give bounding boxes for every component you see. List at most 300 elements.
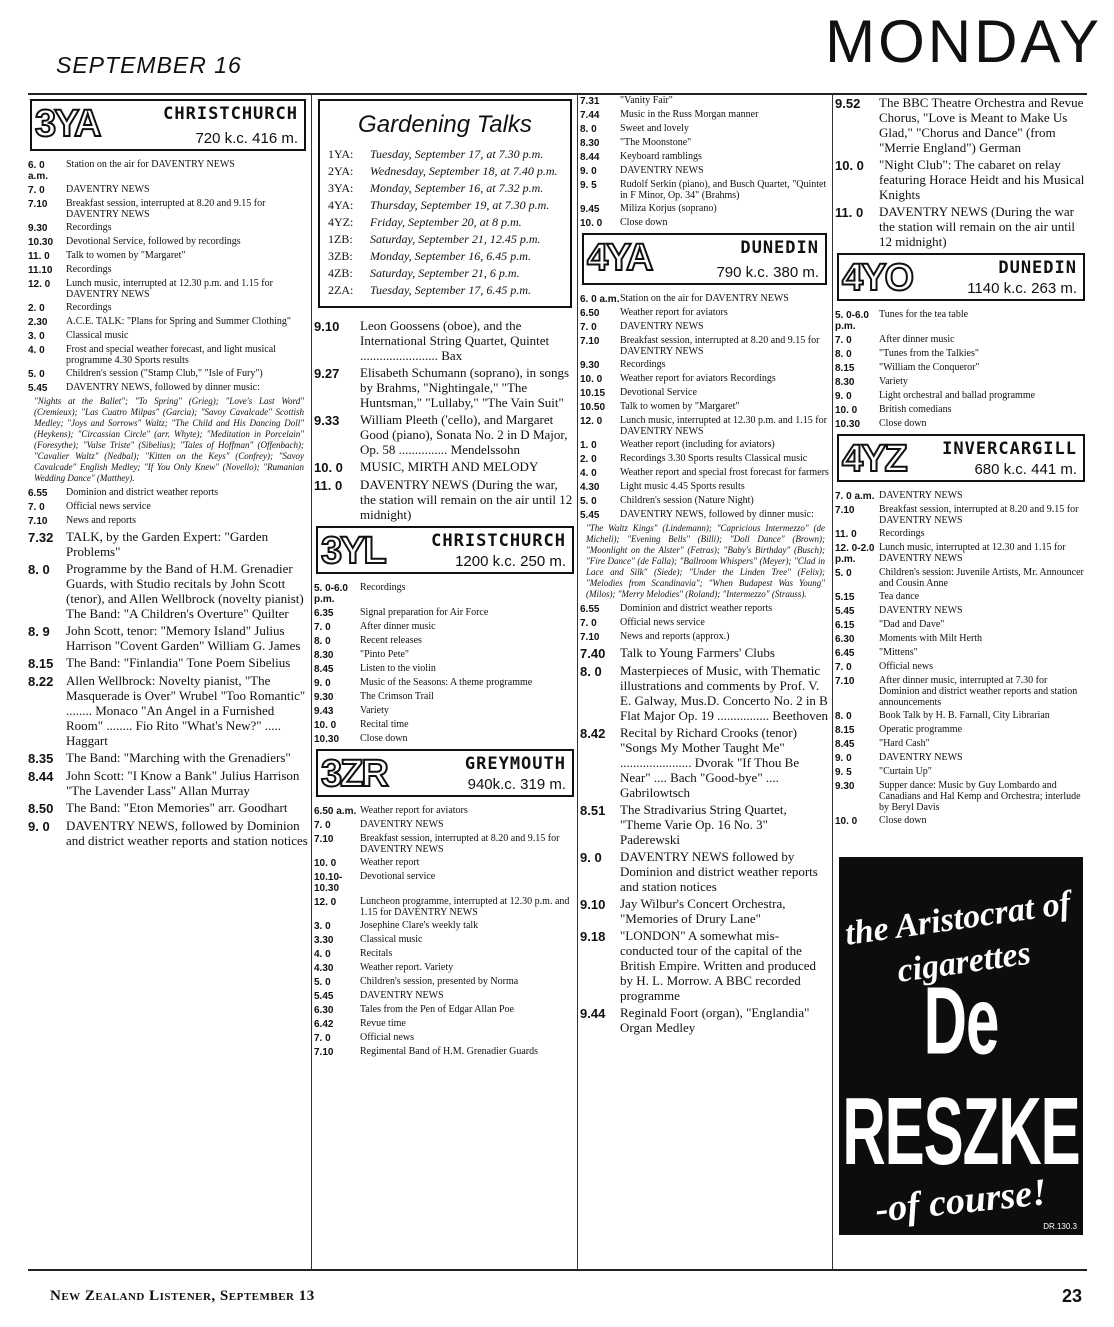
schedule-item	[580, 359, 829, 371]
schedule-item	[835, 348, 1087, 360]
schedule-item	[580, 387, 829, 399]
schedule-description: Allen Wellbrock: Novelty pianist, "The Masquerade is Over" Wrubel "Too Romantic" ........ Monaco "An Angel in a Furnished Room" ........ Fio Rito "What's New?" ..... Haggart	[66, 673, 306, 748]
schedule-item	[580, 439, 829, 451]
schedule-description: Official news	[879, 661, 933, 672]
schedule-time: 9.30	[314, 692, 334, 703]
schedule-description: Children's session, presented by Norma	[360, 976, 519, 987]
schedule-item	[580, 1005, 829, 1035]
schedule-time: 9. 0	[835, 391, 852, 402]
schedule-item	[314, 607, 576, 619]
schedule-item	[580, 453, 829, 465]
gardening-talk-time: Saturday, September 21, 12.45 p.m.	[370, 232, 541, 246]
schedule-item	[580, 481, 829, 493]
schedule-description: "The Moonstone"	[620, 137, 692, 148]
schedule-description: "Curtain Up"	[879, 766, 932, 777]
schedule-description: Devotional service	[360, 871, 436, 882]
schedule-time: 11.10	[28, 265, 53, 276]
station-frequency: 1200 k.c. 250 m.	[455, 553, 566, 570]
schedule-time: 7.32	[28, 530, 54, 545]
schedule-time: 6.30	[314, 1005, 334, 1016]
schedule-time: 10. 0	[580, 218, 603, 229]
dinner-music-list: "The Waltz Kings" (Lindemann); "Capricious Intermezzo" (de Micheli); "Evening Bells" (Billi); "Doll Dance" (Brown); "Moonlight on the Alster" (Fetras); "Baby's Birthday" (Busch); "Fire Dance" (de Falla); "Ballroom Whispers" (Meyer); "Clad in Lace and Silk" (Siede); "Under the Linden Tree" (Felix); "Melodies from Scandinavia"; "When Budapest Was Young" (Milos); "Merry Melodies" (Roland); "Intermezzo" (Strauss).	[586, 523, 825, 599]
cigarette-advertisement	[839, 857, 1083, 1235]
schedule-item	[580, 307, 829, 319]
schedule-time: 4.30	[314, 963, 334, 974]
schedule-time: 8.22	[28, 674, 54, 689]
schedule-time: 6.55	[580, 604, 600, 615]
schedule-time: 4.30	[580, 482, 600, 493]
schedule-item	[580, 495, 829, 507]
gardening-talk-entry	[328, 215, 562, 230]
schedule-item	[835, 542, 1087, 565]
schedule-item	[28, 800, 308, 816]
schedule-item	[835, 752, 1087, 764]
schedule-description: Tea dance	[879, 591, 920, 602]
schedule-description: Talk to Young Farmers' Clubs	[620, 645, 775, 660]
schedule-time: 9. 0	[314, 678, 331, 689]
schedule-list	[314, 805, 576, 1058]
schedule-item	[314, 477, 576, 522]
gardening-talk-time: Wednesday, September 18, at 7.40 p.m.	[370, 164, 558, 178]
schedule-description: After dinner music	[879, 334, 955, 345]
schedule-item	[580, 109, 829, 121]
schedule-item	[314, 1004, 576, 1016]
schedule-item	[835, 591, 1087, 603]
schedule-time: 8.15	[28, 656, 54, 671]
schedule-time: 8. 0	[580, 124, 597, 135]
schedule-description: Weather report. Variety	[360, 962, 454, 973]
schedule-description: Recital time	[360, 719, 409, 730]
schedule-item	[28, 655, 308, 671]
schedule-item	[314, 857, 576, 869]
schedule-item	[580, 603, 829, 615]
schedule-time: 6.35	[314, 608, 334, 619]
schedule-item	[580, 151, 829, 163]
schedule-description: DAVENTRY NEWS followed by Dominion and district weather reports and station notices	[620, 849, 818, 894]
ad-brand: De RESZKE	[842, 967, 1080, 1185]
schedule-time: 5.45	[314, 991, 334, 1002]
schedule-description: DAVENTRY NEWS	[879, 605, 963, 616]
schedule-description: Lunch music, interrupted at 12.30 p.m. and 1.15 for DAVENTRY NEWS	[620, 415, 827, 437]
schedule-description: News and reports	[66, 515, 136, 526]
schedule-time: 10. 0	[835, 405, 858, 416]
schedule-time: 10. 0	[835, 816, 858, 827]
schedule-description: Signal preparation for Air Force	[360, 607, 489, 618]
schedule-item	[580, 928, 829, 1003]
schedule-item	[580, 373, 829, 385]
schedule-time: 10.30	[835, 419, 861, 430]
gardening-talk-station: 3ZB:	[328, 249, 353, 263]
column-1	[28, 95, 308, 1269]
schedule-description: Recordings	[620, 359, 666, 370]
schedule-description: Breakfast session, interrupted at 8.20 and 9.15 for DAVENTRY NEWS	[879, 504, 1079, 526]
gardening-talk-time: Friday, September 20, at 8 p.m.	[370, 215, 522, 229]
schedule-time: 7.10	[314, 834, 334, 845]
schedule-description: John Scott, tenor: "Memory Island" Julius Harrison "Covent Garden" William G. James	[66, 623, 301, 653]
schedule-description: Weather report and special frost forecast for farmers	[620, 467, 829, 478]
column-divider	[577, 95, 578, 1269]
schedule-time: 8. 0	[314, 636, 331, 647]
schedule-time: 7.44	[580, 110, 600, 121]
gardening-talk-entry	[328, 232, 562, 247]
schedule-item	[580, 849, 829, 894]
schedule-item	[580, 293, 829, 305]
schedule-item	[28, 623, 308, 653]
schedule-list	[580, 293, 829, 521]
schedule-time: 10.30	[28, 237, 54, 248]
schedule-description: News and reports (approx.)	[620, 631, 730, 642]
schedule-item	[28, 250, 308, 262]
schedule-description: Breakfast session, interrupted at 8.20 and 9.15 for DAVENTRY NEWS	[360, 833, 560, 855]
schedule-item	[314, 719, 576, 731]
schedule-item	[580, 203, 829, 215]
schedule-item	[835, 390, 1087, 402]
schedule-time: 9.10	[580, 897, 606, 912]
schedule-description: Official news	[360, 1032, 414, 1043]
schedule-description: Light music 4.45 Sports results	[620, 481, 745, 492]
column-divider	[311, 95, 312, 1269]
schedule-item	[835, 567, 1087, 589]
schedule-description: Recordings	[360, 582, 406, 593]
schedule-description: Recordings	[66, 222, 112, 233]
schedule-description: Official news service	[66, 501, 151, 512]
schedule-description: DAVENTRY NEWS	[360, 819, 444, 830]
page-number: 23	[1061, 1286, 1082, 1306]
schedule-time: 6. 0 a.m.	[580, 294, 620, 305]
schedule-item	[314, 920, 576, 932]
schedule-description: Close down	[879, 815, 927, 826]
schedule-item	[314, 582, 576, 605]
schedule-time: 8.45	[835, 739, 855, 750]
station-logo: 4YO	[842, 257, 913, 299]
schedule-item	[314, 1046, 576, 1058]
station-frequency: 1140 k.c. 263 m.	[967, 280, 1077, 297]
schedule-item	[835, 675, 1087, 708]
schedule-item	[835, 404, 1087, 416]
schedule-item	[314, 663, 576, 675]
schedule-description: Elisabeth Schumann (soprano), in songs by Brahms, "Nightingale," "The Huntsman," "Lullaby," "The Vain Suit"	[360, 365, 570, 410]
station-header-4ya	[582, 233, 827, 285]
schedule-time: 12. 0	[580, 416, 603, 427]
schedule-item	[28, 344, 308, 366]
schedule-time: 9.10	[314, 319, 340, 334]
schedule-item	[580, 95, 829, 107]
schedule-description: Regimental Band of H.M. Grenadier Guards	[360, 1046, 539, 1057]
schedule-list	[314, 582, 576, 745]
schedule-time: 8.42	[580, 726, 606, 741]
schedule-time: 10.30	[314, 734, 340, 745]
schedule-item	[28, 382, 308, 394]
schedule-time: 6.50 a.m.	[314, 806, 357, 817]
station-logo: 3YA	[35, 103, 100, 145]
schedule-description: Lunch music, interrupted at 12.30 and 1.15 for DAVENTRY NEWS	[879, 542, 1066, 564]
station-frequency: 790 k.c. 380 m.	[716, 264, 819, 281]
schedule-time: 11. 0	[835, 529, 857, 540]
schedule-time: 2. 0	[580, 454, 597, 465]
schedule-item	[580, 509, 829, 521]
schedule-time: 9.30	[580, 360, 600, 371]
station-frequency: 680 k.c. 441 m.	[974, 461, 1077, 478]
schedule-description: DAVENTRY NEWS	[879, 752, 963, 763]
schedule-time: 4. 0	[314, 949, 331, 960]
schedule-description: Talk to women by "Margaret"	[620, 401, 740, 412]
schedule-time: 9. 5	[580, 180, 597, 191]
station-header-3ya	[30, 99, 306, 151]
schedule-item	[580, 467, 829, 479]
schedule-description: Station on the air for DAVENTRY NEWS	[66, 159, 235, 170]
schedule-description: Tales from the Pen of Edgar Allan Poe	[360, 1004, 514, 1015]
schedule-description: After dinner music	[360, 621, 436, 632]
schedule-description: Tunes for the tea table	[879, 309, 969, 320]
schedule-time: 5.45	[580, 510, 600, 521]
schedule-description: DAVENTRY NEWS	[360, 990, 444, 1001]
schedule-time: 7. 0	[835, 662, 852, 673]
schedule-time: 3.30	[314, 935, 334, 946]
gardening-talk-entry	[328, 147, 562, 162]
schedule-item	[835, 724, 1087, 736]
ad-code: DR.130.3	[1043, 1222, 1077, 1231]
schedule-description: Music of the Seasons: A theme programme	[360, 677, 533, 688]
schedule-item	[580, 725, 829, 800]
gardening-talk-entry	[328, 249, 562, 264]
schedule-time: 10. 0	[835, 158, 864, 173]
schedule-time: 12. 0	[28, 279, 51, 290]
schedule-item	[835, 661, 1087, 673]
schedule-description: Moments with Milt Herth	[879, 633, 983, 644]
schedule-list	[835, 490, 1087, 827]
gardening-talk-station: 4ZB:	[328, 266, 353, 280]
gardening-talk-station: 2ZA:	[328, 283, 354, 297]
ad-slogan: -of course!	[873, 1171, 1049, 1231]
schedule-time: 5. 0-6.0 p.m.	[835, 310, 869, 332]
gardening-talks-box	[318, 99, 572, 308]
schedule-item	[835, 647, 1087, 659]
schedule-list-evening	[314, 318, 576, 522]
schedule-description: Official news service	[620, 617, 705, 628]
schedule-item	[314, 649, 576, 661]
schedule-time: 7.31	[580, 96, 600, 107]
schedule-item	[28, 316, 308, 328]
schedule-item	[835, 490, 1087, 502]
schedule-item	[314, 990, 576, 1002]
schedule-time: 6. 0 a.m.	[28, 160, 49, 182]
schedule-item	[28, 673, 308, 748]
page-day-title: MONDAY	[825, 8, 1102, 75]
schedule-item	[314, 833, 576, 855]
schedule-description: Masterpieces of Music, with Thematic illustrations and comments by Prof. V. E. Galway, Mus.D. Concerto No. 2 in B Flat Major Op. 19 ................ Beethoven	[620, 663, 828, 723]
schedule-item	[28, 278, 308, 300]
schedule-time: 4. 0	[28, 345, 45, 356]
schedule-item	[580, 321, 829, 333]
schedule-item	[28, 302, 308, 314]
schedule-description: Keyboard ramblings	[620, 151, 702, 162]
schedule-description: The BBC Theatre Orchestra and Revue Chorus, "Love is Meant to Make Us Glad," "Chorus and Dance" (from "Merrie England") German	[879, 95, 1084, 155]
gardening-talks-list	[328, 147, 562, 298]
schedule-description: Sweet and lovely	[620, 123, 689, 134]
schedule-description: The Band: "Finlandia" Tone Poem Sibelius	[66, 655, 291, 670]
station-header-4yo	[837, 253, 1085, 301]
schedule-item	[580, 645, 829, 661]
schedule-item	[314, 635, 576, 647]
schedule-description: Listen to the violin	[360, 663, 436, 674]
schedule-item	[835, 362, 1087, 374]
schedule-item	[580, 617, 829, 629]
schedule-time: 7. 0	[28, 185, 45, 196]
column-4	[835, 95, 1087, 1269]
schedule-time: 5. 0-6.0 p.m.	[314, 583, 348, 605]
schedule-item	[28, 750, 308, 766]
station-logo: 4YA	[587, 237, 652, 279]
schedule-item	[835, 418, 1087, 430]
schedule-time: 10.10-10.30	[314, 872, 343, 894]
schedule-description: "Pinto Pete"	[360, 649, 409, 660]
schedule-description: Supper dance: Music by Guy Lombardo and Canadians and Hal Kemp and Orchestra; interlude by Beryl Davis	[879, 780, 1081, 813]
schedule-description: Rudolf Serkin (piano), and Busch Quartet, "Quintet in F Minor, Op. 34" (Brahms)	[620, 179, 827, 201]
schedule-time: 8.35	[28, 751, 54, 766]
schedule-time: 8. 0	[580, 664, 602, 679]
schedule-description: DAVENTRY NEWS (During the war the station will remain on the air until 12 midnight)	[879, 204, 1076, 249]
ad-tagline: the Aristocrat of cigarettes	[842, 884, 1073, 990]
schedule-description: Recordings 3.30 Sports results Classical music	[620, 453, 808, 464]
schedule-item	[28, 198, 308, 220]
schedule-description: Lunch music, interrupted at 12.30 p.m. and 1.15 for DAVENTRY NEWS	[66, 278, 273, 300]
schedule-description: A.C.E. TALK: "Plans for Spring and Summer Clothing"	[66, 316, 291, 327]
schedule-description: Luncheon programme, interrupted at 12.30 p.m. and 1.15 for DAVENTRY NEWS	[360, 896, 570, 918]
schedule-description: "Night Club": The cabaret on relay featuring Horace Heidt and his Musical Knights	[879, 157, 1085, 202]
schedule-time: 6.15	[835, 620, 855, 631]
schedule-item	[835, 738, 1087, 750]
schedule-list	[835, 309, 1087, 430]
schedule-time: 8.45	[314, 664, 334, 675]
schedule-item	[314, 962, 576, 974]
schedule-time: 7. 0 a.m.	[835, 491, 875, 502]
schedule-time: 3. 0	[314, 921, 331, 932]
schedule-time: 9.43	[314, 706, 334, 717]
schedule-time: 9. 0	[835, 753, 852, 764]
schedule-description: Book Talk by H. B. Farnall, City Librarian	[879, 710, 1050, 721]
schedule-description: DAVENTRY NEWS	[879, 490, 963, 501]
station-header-3yl	[316, 526, 574, 574]
schedule-item	[580, 631, 829, 643]
schedule-time: 8.44	[580, 152, 600, 163]
schedule-list	[28, 487, 308, 527]
schedule-time: 7. 0	[580, 322, 597, 333]
schedule-time: 5. 0	[580, 496, 597, 507]
footer-publication: New Zealand Listener, September 13	[50, 1288, 315, 1304]
schedule-time: 9.45	[580, 204, 600, 215]
schedule-time: 5.15	[835, 592, 855, 603]
schedule-description: Close down	[879, 418, 927, 429]
station-header-4yz	[837, 434, 1085, 482]
schedule-description: John Scott: "I Know a Bank" Julius Harrison "The Lavender Lass" Allan Murray	[66, 768, 300, 798]
schedule-item	[314, 1032, 576, 1044]
schedule-time: 6.50	[580, 308, 600, 319]
schedule-list	[580, 603, 829, 643]
gardening-talk-entry	[328, 266, 562, 281]
schedule-item	[28, 159, 308, 182]
station-frequency: 940k.c. 319 m.	[467, 776, 566, 793]
schedule-item	[314, 705, 576, 717]
schedule-time: 10.15	[580, 388, 606, 399]
schedule-time: 2. 0	[28, 303, 45, 314]
schedule-time: 5. 0	[314, 977, 331, 988]
schedule-item	[835, 204, 1087, 249]
schedule-item	[28, 818, 308, 848]
schedule-description: DAVENTRY NEWS	[620, 321, 704, 332]
schedule-description: Reginald Foort (organ), "Englandia" Organ Medley	[620, 1005, 810, 1035]
schedule-description: Weather report for aviators	[360, 805, 468, 816]
schedule-time: 6.30	[835, 634, 855, 645]
schedule-description: Devotional Service	[620, 387, 697, 398]
schedule-item	[314, 819, 576, 831]
schedule-item	[314, 677, 576, 689]
schedule-description: William Pleeth ('cello), and Margaret Good (piano), Sonata No. 2 in D Major, Op. 58 ............... Mendelssohn	[360, 412, 568, 457]
station-name: CHRISTCHURCH	[431, 531, 566, 551]
schedule-time: 7. 0	[835, 335, 852, 346]
schedule-item	[28, 529, 308, 559]
schedule-time: 8.44	[28, 769, 54, 784]
gardening-talk-time: Thursday, September 19, at 7.30 p.m.	[370, 198, 550, 212]
gardening-talk-station: 4YZ:	[328, 215, 354, 229]
schedule-time: 9. 0	[580, 166, 597, 177]
schedule-item	[314, 412, 576, 457]
schedule-description: Variety	[879, 376, 908, 387]
schedule-item	[580, 123, 829, 135]
schedule-description: Light orchestral and ballad programme	[879, 390, 1036, 401]
schedule-item	[835, 157, 1087, 202]
schedule-description: Revue time	[360, 1018, 406, 1029]
station-logo: 3ZR	[321, 753, 387, 795]
schedule-time: 9.30	[835, 781, 855, 792]
schedule-time: 8.30	[835, 377, 855, 388]
schedule-time: 7.10	[580, 336, 600, 347]
schedule-item	[314, 976, 576, 988]
station-name: DUNEDIN	[998, 258, 1077, 278]
schedule-item	[580, 896, 829, 926]
gardening-talk-entry	[328, 164, 562, 179]
schedule-description: DAVENTRY NEWS (During the war, the station will remain on the air until 12 midnight)	[360, 477, 573, 522]
schedule-description: "William the Conqueror"	[879, 362, 980, 373]
column-2	[314, 95, 576, 1269]
schedule-time: 3. 0	[28, 331, 45, 342]
schedule-description: Miliza Korjus (soprano)	[620, 203, 717, 214]
schedule-item	[28, 222, 308, 234]
schedule-time: 6.55	[28, 488, 48, 499]
schedule-time: 8. 9	[28, 624, 50, 639]
schedule-time: 12. 0-2.0 p.m.	[835, 543, 875, 565]
schedule-description: Variety	[360, 705, 389, 716]
schedule-time: 8.30	[314, 650, 334, 661]
schedule-item	[835, 309, 1087, 332]
schedule-time: 9. 0	[580, 850, 602, 865]
schedule-time: 9.18	[580, 929, 606, 944]
schedule-description: Classical music	[66, 330, 129, 341]
schedule-item	[835, 528, 1087, 540]
schedule-time: 8.50	[28, 801, 54, 816]
schedule-item	[314, 691, 576, 703]
schedule-time: 8.15	[835, 725, 855, 736]
schedule-description: TALK, by the Garden Expert: "Garden Problems"	[66, 529, 269, 559]
schedule-item	[580, 217, 829, 229]
schedule-time: 9.52	[835, 96, 861, 111]
schedule-time: 8. 0	[835, 711, 852, 722]
schedule-description: "LONDON" A somewhat mis-conducted tour of the capital of the British Empire. Written and produced by H. L. Morrow. A BBC recorded programme	[620, 928, 816, 1003]
schedule-description: Children's session: Juvenile Artists, Mr. Announcer and Cousin Anne	[879, 567, 1084, 589]
schedule-item	[28, 368, 308, 380]
page-date: SEPTEMBER 16	[56, 52, 242, 78]
schedule-list-evening	[580, 645, 829, 1035]
schedule-description: Weather report for aviators	[620, 307, 728, 318]
